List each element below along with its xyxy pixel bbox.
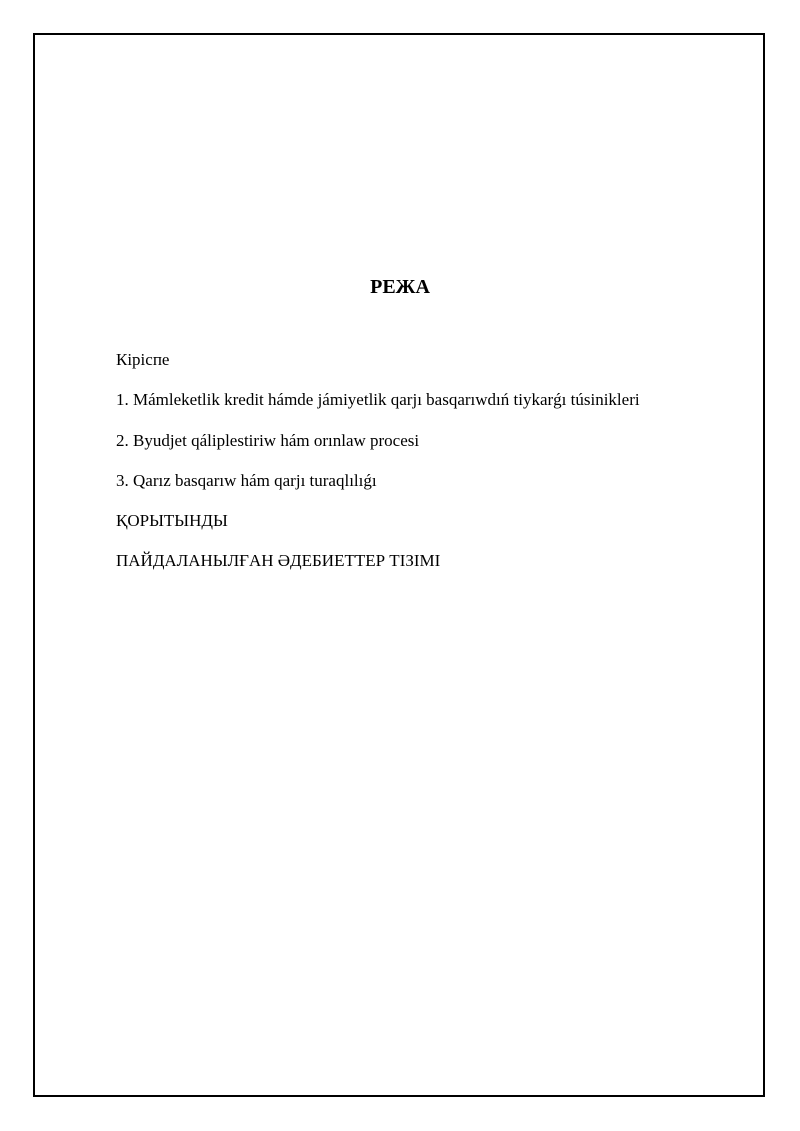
plan-item-conclusion: ҚОРЫТЫНДЫ: [116, 511, 228, 531]
plan-item-references: ПАЙДАЛАНЫЛҒАН ӘДЕБИЕТТЕР ТIЗIМI: [116, 551, 441, 571]
plan-item-chapter-3: 3. Qarız basqarıw hám qarjı turaqlılıǵı: [116, 470, 377, 490]
plan-list: [116, 348, 640, 590]
plan-item-chapter-2: 2. Byudjet qáliplestiriw hám orınlaw procesi: [116, 430, 420, 450]
plan-item-chapter-1: 1. Mámleketlik kredit hámde jámiyetlik qarjı basqarıwdıń tiykarǵı túsinikleri: [116, 390, 640, 410]
page-title: РЕЖА: [370, 276, 430, 298]
plan-item-introduction: Кiрiспе: [116, 350, 170, 369]
